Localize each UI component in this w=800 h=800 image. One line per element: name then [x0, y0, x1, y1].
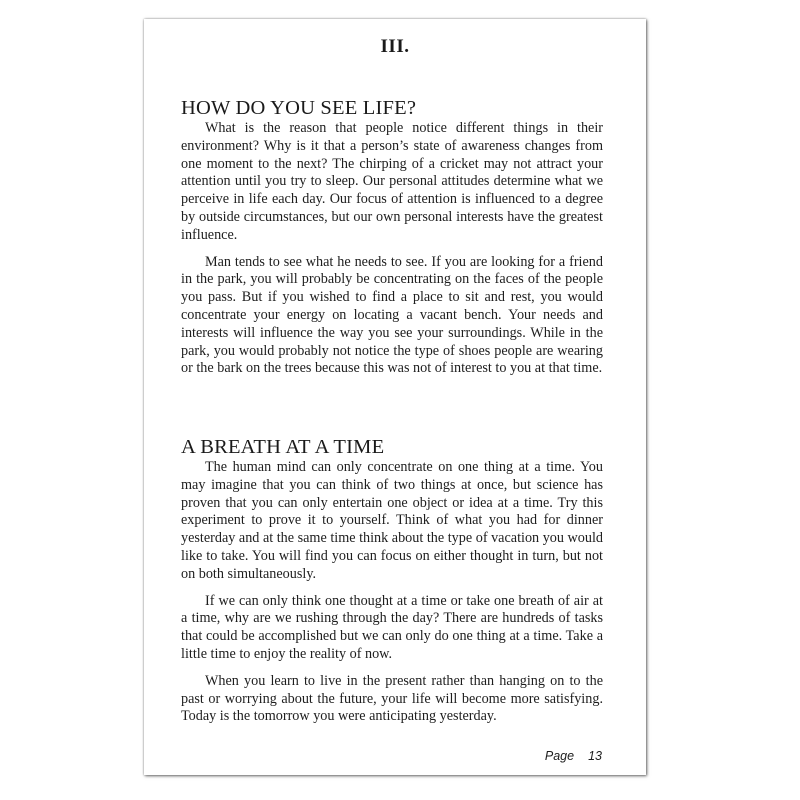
section-heading: A BREATH AT A TIME: [181, 436, 385, 458]
page-label: Page: [544, 749, 575, 763]
page-footer: [545, 749, 602, 763]
book-page: [144, 19, 646, 775]
paragraph: Man tends to see what he needs to see. If you are looking for a friend in the park, you will probably be concentrating on the faces of the people you pass. But if you wished to find a place to sit and rest, you would concentrate your energy on locating a vacant bench. Your needs and interests will influence the way you see your surroundings. While in the park, you would probably not notice the type of shoes people are wearing or the bark on the trees because this was not of interest to you at that time.: [181, 253, 603, 377]
section-heading: HOW DO YOU SEE LIFE?: [181, 97, 417, 119]
chapter-number: III.: [380, 36, 410, 57]
page-number: 13: [588, 749, 602, 763]
section-a-breath-at-a-time: [181, 435, 603, 726]
paragraph: The human mind can only concentrate on one thing at a time. You may imagine that you can think of two things at once, but science has proven that you can only entertain one object or idea at a time. Try this experiment to prove it to yourself. Think of what you had for dinner yesterday and at the same time think about the type of vacation you would like to take. You will find you can focus on either thought in turn, but not on both simultaneously.: [181, 459, 603, 582]
paragraph: When you learn to live in the present rather than hanging on to the past or worrying about the future, your life will become more satisfying. Today is the tomorrow you were anticipating yesterday.: [181, 672, 603, 725]
section-how-do-you-see-life: [181, 96, 603, 378]
paragraph: If we can only think one thought at a time or take one breath of air at a time, why are we rushing through the day? There are hundreds of tasks that could be accomplished but we can only do one thing at a time. Take a little time to enjoy the reality of now.: [181, 592, 603, 662]
paragraph: What is the reason that people notice different things in their environment? Why is it that a person’s state of awareness changes from one moment to the next? The chirping of a cricket may not attract your attention until you try to sleep. Our personal attitudes determine what we perceive in life each day. Our focus of attention is influenced to a degree by outside circumstances, but our own personal interests have the greatest influence.: [181, 120, 603, 243]
